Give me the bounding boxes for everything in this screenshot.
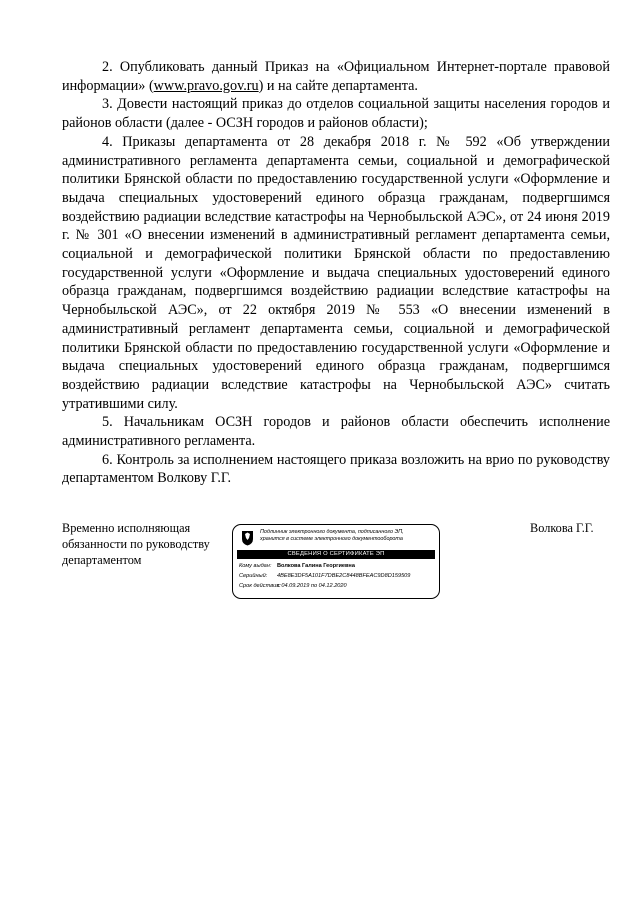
pravo-link[interactable]: www.pravo.gov.ru — [153, 77, 259, 94]
signer-position-line3: департаментом — [62, 552, 142, 567]
stamp-validity-row — [239, 583, 347, 590]
stamp-notice — [260, 529, 436, 542]
stamp-notice-line1: Подлинник электронного документа, подписанного ЭП, — [260, 529, 404, 535]
paragraph-2-text: 2. Опубликовать данный Приказ на «Официальном Интернет-портале правовой информации» ( — [62, 59, 610, 94]
signer-name: Волкова Г.Г. — [530, 521, 594, 535]
stamp-serial-row — [239, 573, 410, 580]
signer-position-line1: Временно исполняющая — [62, 521, 191, 535]
paragraph-6: 6. Контроль за исполнением настоящего приказа возложить на врио по руководству департаментом Волкову Г.Г. — [62, 451, 610, 487]
order-body — [62, 58, 610, 488]
coat-of-arms-icon — [241, 530, 254, 546]
paragraph-2 — [62, 58, 610, 95]
paragraph-5: 5. Начальникам ОСЗН городов и районов области обеспечить исполнение административного регламента. — [62, 414, 610, 450]
stamp-validity-label: Срок действия: — [239, 583, 281, 589]
stamp-owner-label: Кому выдан: — [239, 563, 272, 569]
stamp-validity-value: с 04.09.2019 по 04.12.2020 — [277, 583, 347, 589]
stamp-owner-value: Волкова Галина Георгиевна — [277, 563, 355, 569]
stamp-owner-row — [239, 563, 355, 570]
signer-position — [62, 521, 232, 568]
paragraph-2-suffix: ) и на сайте департамента. — [258, 77, 418, 94]
stamp-serial-value: 4BE8E3DF5A101F7DBE2C8448BFEAC9D8D159509 — [277, 573, 411, 579]
stamp-serial-label: Серийный: — [239, 573, 268, 579]
electronic-signature-stamp — [232, 524, 440, 599]
signer-position-line2: обязанности по руководству — [62, 536, 210, 551]
stamp-notice-line2: хранится в системе электронного документооборота — [260, 535, 403, 542]
paragraph-4: 4. Приказы департамента от 28 декабря 2018 г. № 592 «Об утверждении административного регламента департамента семьи, социальной и демографической политики Брянской области по предоставлению государственной услуги «Оформление и выдача специальных удостоверений единого образца гражданам, подвергшимся воздействию радиации вследствие катастрофы на Чернобыльской АЭС», от 24 июня 2019 г. № 301 «О внесении изменений в административный регламент департамента семьи, социальной и демографической политики Брянской области по предоставлению государственной услуги «Оформление и выдача специальных удостоверений единого образца гражданам, подвергшимся воздействию радиации вследствие катастрофы на Чернобыльской АЭС», от 22 октября 2019 № 553 «О внесении изменений в административный регламент департамента семьи, социальной и демографической политики Брянской области по предоставлению государственной услуги «Оформление и выдача специальных удостоверений единого образца гражданам, подвергшимся воздействию радиации вследствие катастрофы на Чернобыльской АЭС» считать утратившими силу. — [62, 133, 610, 412]
stamp-header: СВЕДЕНИЯ О СЕРТИФИКАТЕ ЭП — [237, 550, 435, 559]
paragraph-3: 3. Довести настоящий приказ до отделов социальной защиты населения городов и районов области (далее - ОСЗН городов и районов области); — [62, 96, 610, 132]
